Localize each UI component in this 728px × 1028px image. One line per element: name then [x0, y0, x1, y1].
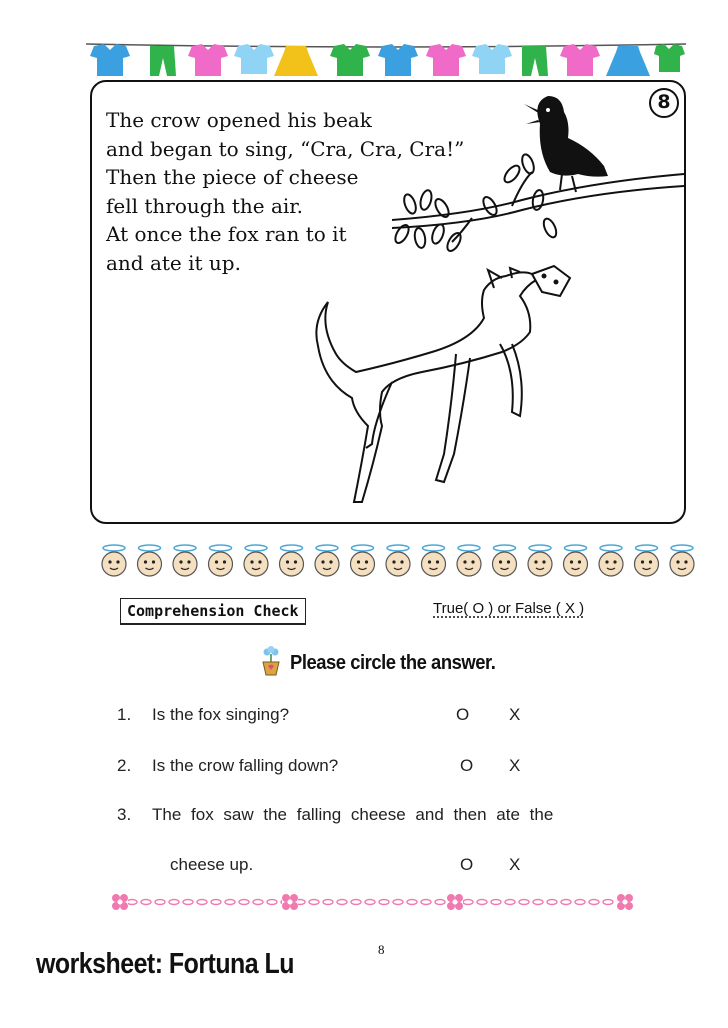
story-line: At once the fox ran to it	[106, 222, 347, 247]
smiley-face-icon	[351, 545, 375, 576]
flower-ribbon-divider	[110, 890, 635, 914]
smiley-face-icon	[422, 545, 446, 576]
story-page-badge: 8	[649, 88, 679, 118]
flower-icon	[282, 894, 298, 910]
shirt-icon	[234, 44, 274, 74]
smiley-face-icon	[493, 545, 517, 576]
question-number: 1.	[117, 705, 132, 724]
smiley-face-icon	[528, 545, 552, 576]
smiley-face-icon	[209, 545, 233, 576]
flower-pot-icon	[258, 646, 284, 676]
answer-true-option[interactable]: O	[460, 756, 474, 775]
story-line: and ate it up.	[106, 250, 241, 275]
dress-icon	[274, 46, 318, 76]
smiley-face-icon	[244, 545, 268, 576]
smiley-face-icon	[280, 545, 304, 576]
crow-drawing	[524, 96, 608, 192]
story-line: and began to sing, “Cra, Cra, Cra!”	[106, 136, 465, 161]
story-line: fell through the air.	[106, 193, 303, 218]
shirt-icon	[654, 44, 685, 72]
shirt-icon	[472, 44, 512, 74]
comprehension-check-title: Comprehension Check	[120, 598, 306, 625]
pants-icon	[150, 46, 176, 76]
question-text: The fox saw the falling cheese and then ate the	[152, 805, 554, 824]
flower-icon	[447, 894, 463, 910]
shirt-icon	[188, 44, 228, 76]
story-panel	[90, 80, 686, 524]
flower-icon	[112, 894, 128, 910]
question-text: Is the crow falling down?	[152, 756, 339, 775]
smiley-face-icon	[386, 545, 410, 576]
story-line: Then the piece of cheese	[106, 165, 359, 190]
smiley-face-icon	[564, 545, 588, 576]
answer-false-option[interactable]: X	[509, 756, 521, 775]
smiley-face-icon	[670, 545, 694, 576]
answer-false-option[interactable]: X	[509, 855, 521, 874]
question-text-continued: cheese up.	[170, 855, 254, 874]
shirt-icon	[426, 44, 466, 76]
shirt-icon	[560, 44, 600, 76]
question-number: 2.	[117, 756, 132, 775]
dress-icon	[606, 46, 650, 76]
shirt-icon	[90, 44, 130, 76]
smiley-face-icon	[173, 545, 197, 576]
smiley-face-icon	[315, 545, 339, 576]
answer-true-option[interactable]: O	[456, 705, 470, 724]
answer-false-option[interactable]: X	[509, 705, 521, 724]
smiley-face-icon	[457, 545, 481, 576]
story-line: The crow opened his beak	[106, 108, 372, 132]
shirt-icon	[378, 44, 418, 76]
answer-true-option[interactable]: O	[460, 855, 474, 874]
story-text	[106, 106, 464, 278]
true-false-legend: True( O ) or False ( X )	[433, 600, 585, 617]
question-number: 3.	[117, 805, 132, 824]
author-credit: worksheet: Fortuna Lu	[36, 948, 294, 980]
smiley-face-icon	[599, 545, 623, 576]
smiley-face-icon	[102, 545, 126, 576]
fox-drawing	[316, 266, 570, 502]
question-text: Is the fox singing?	[152, 705, 290, 724]
shirt-icon	[330, 44, 370, 76]
smiley-face-icon	[635, 545, 659, 576]
smiley-face-icon	[138, 545, 162, 576]
flower-icon	[617, 894, 633, 910]
pants-icon	[522, 46, 548, 76]
page-number: 8	[378, 942, 385, 957]
clothesline-decoration	[86, 36, 686, 80]
instruction-text: Please circle the answer.	[290, 652, 496, 674]
ribbon-line	[127, 900, 613, 905]
smiley-face-row-decoration	[96, 540, 704, 584]
